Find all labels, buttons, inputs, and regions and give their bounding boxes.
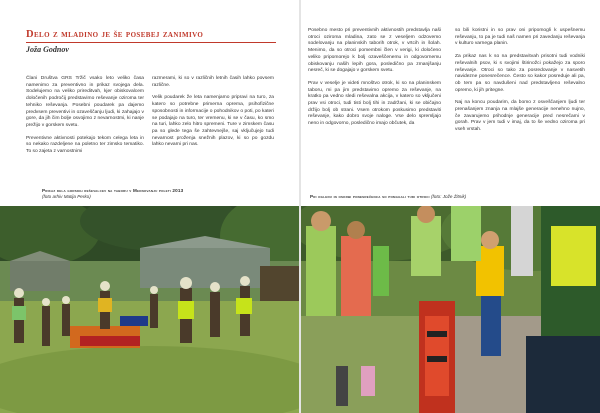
right-page — [300, 0, 600, 413]
left-photo-caption — [42, 188, 282, 200]
right-page-column-1 — [308, 28, 441, 134]
paragraph: Preventivne aktivnosti potekajo tekom celega leta in so nekako razdeljene na poletno ter zimsko tematiko. To so zajeta z varnostnimi — [26, 135, 144, 155]
caption-text: Prikaz dela gorskih reševalcev na taboru v Mednovanju poleti 2013 — [42, 188, 184, 193]
right-page-column-2 — [455, 28, 585, 140]
rescue-demo-photo-left — [0, 206, 299, 413]
left-page-column-2 — [152, 76, 274, 155]
article-title: Delo z mladino je še posebej zanimivo — [26, 29, 204, 40]
paragraph: Velik poudarek že leta namenjamo pripravi na turo, za katero so potrebne primerna oprema, psihofizične sposobnosti in informacije o pohodnikov o poti, po kateri se podajajo na turo, ter vremenu, ki se v času, ko smo na turi, lahko zelo hitro spremeni. Ture v zimskem času pa so glede tega še zahtevnejše, saj vključujejo tudi nevarnost proženja snežnih plazov, ki so po gozdu lahko nevarni pri nas. — [152, 95, 274, 148]
paragraph: Posebno mesto pri preventivnih aktivnostih predstavlja naši otroci oziroma mladina, zato se z veseljem odzovemo sodelovanju na planinskih taborih otrok, v vrtcih in šolah. Menimo, da so otroci pomembni člen v verigi, ki določeno veliko pripomorejo k bolj ozaveščenemu in odgovornemu obiskovanju naših lepih gora, posledično pa zmanjšanju nesreč, ki se dogajajo v gorskem svetu. — [308, 28, 441, 74]
paragraph: Prav v veselje je videti mnoštvo otrok, ki so na planinskem taboru, mi pa jim predstavimo opremo za reševanje, na kratko pa vedno sledi reševalna akcija, v katero so vključeni prav vsi otroci, tudi tisti bolj tihi in zadržani, ki se običajno držijo bolj ob strani. Vsem otrokom poskusimo predstaviti reševanje, kako dobro svoje naloge. Vse delo spremljajo neno in odgovorno, posledično imajo občutek, da — [308, 80, 441, 127]
paragraph: Naj na koncu poudarim, da bomo z osveščanjem ljudi ter prenašanjem znanja na mlajše generacije nenehno nujno, če zavarujemo prihodnje generacije pred nesrečami v gorah. Prav v jem tudi v imaj, da to še vedno oziroma pri vseh vrstah. — [455, 100, 585, 133]
children-rescue-photo-right — [301, 206, 600, 413]
left-page-column-1 — [26, 76, 144, 162]
paragraph: Člani Društva GRS Tržič vsako leto veliko časa namenimo za preventivno in prikaz svojega dela. Sodelujemo na veliko prireditvah, kjer obiskovalcem določenih področij predstavimo reševanje oziroma ter tehniko reševanja. Posebni poudarek pa dajemo predvsem preventivi in ozaveščanju ljudi, ki zahajajo v gore, da jih čim bolje osvojimo z nevarnostmi, ki nanje prežijo v gorskem svetu. — [26, 76, 144, 128]
article-author: Joža Godnov — [26, 45, 69, 54]
caption-credit: (foto arhiv Matija Perko) — [42, 194, 91, 199]
paragraph: Za prikaz nas k so na predstavitvah prisotni tudi vodniki reševalnih psov, ki s svojimi štirinožci pokažejo za sporo reševanje. Otroci so tako za posredovanje v nasvetih navidezne ponesrečence. Često so kakor posreduje ali pa, ob tem pa so navdušeni nad predstavljeno reševalno opremo, ki jih pritegne. — [455, 54, 585, 93]
paragraph: so bili koristni in so prav oni pripomogli k uspešnemu reševanju, to pa je tudi naš namen pri zavedanju reševanja v kulturo varnega planin. — [455, 28, 585, 47]
caption-text: Pri ogledu in oskrbi ponesrečenca so pomagali tudi otroci — [310, 194, 430, 199]
paragraph: razmerami, ki so v različnih letnih časih lahko povsem različne. — [152, 76, 274, 88]
title-rule — [26, 42, 276, 43]
caption-credit: (foto: Jože Žitnik) — [430, 194, 467, 199]
right-photo-caption — [310, 194, 595, 200]
